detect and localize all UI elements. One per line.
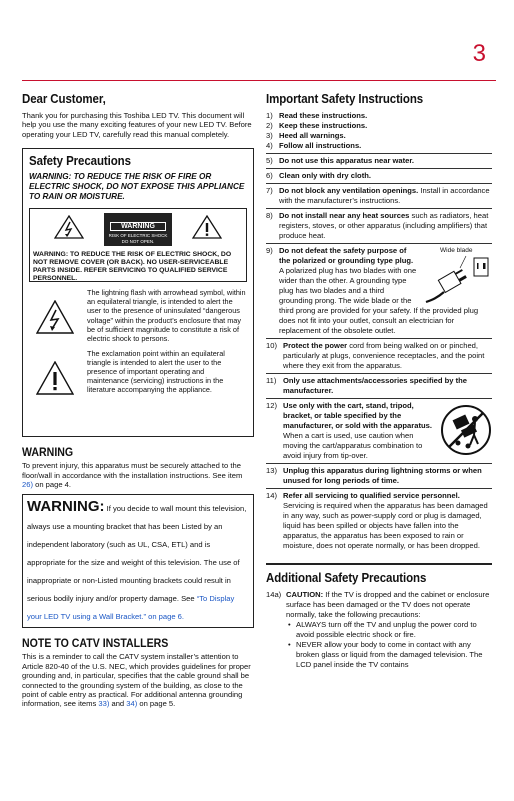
warning-label <box>29 208 247 282</box>
safety-precautions-heading: Safety Precautions <box>29 154 131 169</box>
dear-customer-text: Thank you for purchasing this Toshiba LED TV. This document will help you use the many exciting features of your new LED TV. Before operating your LED TV, carefully read this manual completely. <box>22 111 252 139</box>
lightning-triangle-icon <box>54 215 84 239</box>
item-text: Do not block any ventilation openings. Install in accordance with the manufacturer’s instructions. <box>279 186 490 205</box>
item-text: Follow all instructions. <box>279 141 362 150</box>
right-column <box>266 92 492 670</box>
list-item <box>266 208 492 243</box>
item-number: 14) <box>266 491 277 500</box>
list-item <box>266 620 492 640</box>
item-number: 2) <box>266 121 273 130</box>
item-text: Unplug this apparatus during lightning storms or when unused for long periods of time. <box>283 466 482 485</box>
list-item <box>266 463 492 488</box>
page-number: 3 <box>472 40 486 67</box>
exclamation-explanation-text: The exclamation point within an equilateral triangle is intended to alert the user to the presence of important operating and maintenance (servicing) instructions in the literature accompanying the appliance. <box>87 348 225 395</box>
exclamation-explanation <box>29 349 247 395</box>
item-number: 8) <box>266 211 273 220</box>
list-item <box>266 373 492 398</box>
item-number: 5) <box>266 156 273 165</box>
cart-warning-figure <box>440 401 492 461</box>
item-text: Do not install near any heat sources such as radiators, heat registers, stoves, or other apparatus (including amplifiers) that produce heat. <box>279 211 489 240</box>
exclamation-triangle-icon <box>36 361 74 395</box>
list-item <box>266 590 492 620</box>
item-34-link[interactable]: 34) <box>126 699 138 709</box>
item-text: Only use attachments/accessories specified by the manufacturer. <box>283 376 468 395</box>
left-column <box>22 92 254 709</box>
polarized-plug-icon <box>422 254 492 304</box>
warning-label-text: WARNING: TO REDUCE THE RISK OF ELECTRIC SHOCK, DO NOT REMOVE COVER (OR BACK). NO USER-SERVICEABLE PARTS INSIDE. REFER SERVICING TO QUALIFIED SERVICE PERSONNEL. <box>33 251 232 283</box>
list-item <box>266 488 492 553</box>
important-safety-heading: Important Safety Instructions <box>266 92 424 106</box>
item-number: 9) <box>266 246 273 255</box>
item-text: Use only with the cart, stand, tripod, bracket, or table specified by the manufacturer, or sold with the apparatus. When a cart is used, use caution when moving the cart/apparatus combination to avoid injury from tip-over. <box>283 401 492 461</box>
wall-mount-warning-box <box>22 494 254 628</box>
wide-blade-label: Wide blade <box>440 247 473 254</box>
exclamation-triangle-icon <box>192 215 222 239</box>
bullet-icon: • <box>288 620 291 629</box>
item-text: Do not use this apparatus near water. <box>279 156 415 165</box>
list-item <box>266 131 492 141</box>
safety-warning-text: WARNING: TO REDUCE THE RISK OF FIRE OR ELECTRIC SHOCK, DO NOT EXPOSE THIS APPLIANCE TO RAIN OR MOISTURE. <box>29 172 245 202</box>
item-text: Clean only with dry cloth. <box>279 171 371 180</box>
item-number: 13) <box>266 466 277 475</box>
item-text: Read these instructions. <box>279 111 368 120</box>
catv-heading: NOTE TO CATV INSTALLERS <box>22 638 169 651</box>
warning-text-b: on page 4. <box>32 480 71 490</box>
list-item <box>266 398 492 463</box>
polarized-plug-figure <box>422 246 492 302</box>
catv-and: and <box>109 699 127 709</box>
wall-mount-warning-label: WARNING: <box>27 498 105 516</box>
item-number: 1) <box>266 111 273 120</box>
warning-heading: WARNING <box>22 447 74 460</box>
item-number: 7) <box>266 186 273 195</box>
item-text: Protect the power cord from being walked on or pinched, particularly at plugs, convenience receptacles, and the point where they exit from the apparatus. <box>283 341 485 370</box>
list-item <box>266 338 492 373</box>
item-number: 14a) <box>266 590 282 599</box>
wall-mount-warning-text <box>27 504 246 621</box>
item-text: Refer all servicing to qualified service personnel. Servicing is required when the apparatus has been damaged in any way, such as power-supply cord or plug is damaged, liquid has been spilled or objects have fallen into the apparatus, the apparatus has been exposed to rain or moisture, does not operate normally, or has been dropped. <box>283 491 488 550</box>
item-number: 12) <box>266 401 277 410</box>
list-item <box>266 640 492 670</box>
bullet-icon: • <box>288 640 291 649</box>
item-26-link[interactable]: 26) <box>22 480 33 490</box>
warning-label-center <box>104 213 172 246</box>
catv-text-a: This is a reminder to call the CATV system installer’s attention to Article 820-40 of the U.S. NEC, which provides guidelines for proper grounding and, in particular, specifies that the cable ground shall be connected to the grounding system of the building, as close to the point of cable entry as practical. For additional antenna grounding information, see items <box>22 652 251 709</box>
safety-precautions-box <box>22 148 254 437</box>
wall-mount-text: If you decide to wall mount this television, always use a mounting bracket that has been Listed by an independent laboratory (such as UL, CSA, ETL) and is appropriate for the size and weight of this television. The use of inappropriate or non-Listed mounting brackets could result in serious bodily injury and/or property damage. See <box>27 504 247 604</box>
list-item <box>266 183 492 208</box>
additional-safety-list <box>266 590 492 670</box>
list-item <box>266 141 492 151</box>
list-item <box>266 168 492 183</box>
header-rule <box>22 80 496 81</box>
wall-bracket-link[interactable]: “To Display your LED TV using a Wall Bracket.” on page 6. <box>27 594 235 622</box>
warning-label-title: WARNING <box>110 222 166 231</box>
item-text: CAUTION: If the TV is dropped and the cabinet or enclosure surface has been damaged or the TV does not operate normally, take the following precautions: <box>286 590 490 619</box>
dear-customer-heading: Dear Customer, <box>22 92 106 106</box>
catv-text-b: on page 5. <box>137 699 176 709</box>
item-number: 10) <box>266 341 277 350</box>
list-item <box>266 243 492 338</box>
additional-safety-section <box>266 563 492 670</box>
catv-text <box>22 652 254 708</box>
safety-instructions-list <box>266 111 492 553</box>
item-number: 6) <box>266 171 273 180</box>
item-number: 4) <box>266 141 273 150</box>
lightning-explanation-text: The lightning flash with arrowhead symbol, within an equilateral triangle, is intended to alert the user to the presence of uninsulated “dangerous voltage” within the product’s enclosure that may be of sufficient magnitude to constitute a risk of electric shock to persons. <box>87 288 246 343</box>
bullet-text: NEVER allow your body to come in contact with any broken glass or liquid from the damaged television. The LCD panel inside the TV contains <box>296 640 483 669</box>
additional-safety-heading: Additional Safety Precautions <box>266 571 427 585</box>
list-item <box>266 153 492 168</box>
item-number: 11) <box>266 376 277 385</box>
warning-label-sub1: RISK OF ELECTRIC SHOCK <box>108 233 168 239</box>
cart-tipover-icon <box>440 401 492 459</box>
item-text: Heed all warnings. <box>279 131 346 140</box>
warning-text <box>22 461 254 489</box>
item-33-link[interactable]: 33) <box>98 699 110 709</box>
lightning-triangle-icon <box>36 300 74 334</box>
item-text: Keep these instructions. <box>279 121 368 130</box>
bullet-text: ALWAYS turn off the TV and unplug the power cord to avoid possible electric shock or fire. <box>296 620 477 639</box>
item-text: Wide blade Do not defeat the safety purpose of the polarized or grounding type plug. A polarized plug has two blades with one wider than the other. A grounding type plug has two blades and a third grounding prong. The wide blade or the third prong are provided for your safety. If the provided plug does not fit into your outlet, consult an electrician for replacement of the obsolete outlet. <box>279 246 492 336</box>
warning-label-sub2: DO NOT OPEN. <box>121 238 155 244</box>
warning-text-a: To prevent injury, this apparatus must be securely attached to the floor/wall in accordance with the installation instructions. See item <box>22 461 243 480</box>
list-item <box>266 111 492 121</box>
lightning-explanation <box>29 288 247 343</box>
item-number: 3) <box>266 131 273 140</box>
list-item <box>266 121 492 131</box>
